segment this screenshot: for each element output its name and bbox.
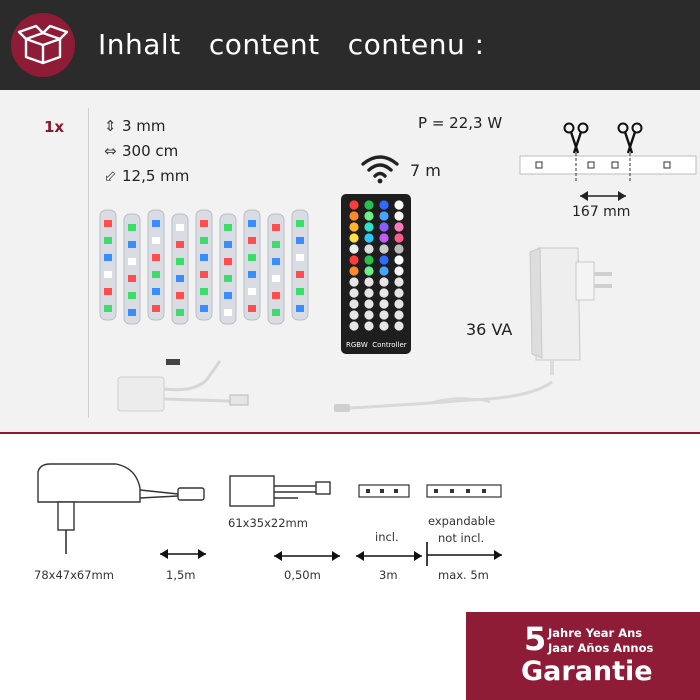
section-divider	[0, 432, 700, 434]
guarantee-years: 5	[524, 620, 547, 658]
spec-length-value: 300 cm	[122, 142, 179, 160]
spec-height	[104, 117, 166, 135]
strip-included-arrow	[354, 548, 424, 562]
quantity-label: 1x	[44, 118, 65, 136]
height-arrow-icon: ⇕	[104, 117, 117, 135]
strip-included-label: incl.	[375, 530, 399, 544]
expandable-label: expandable	[428, 514, 496, 528]
guarantee-line-2: Jaar Años Annos	[548, 641, 654, 655]
spec-width	[104, 167, 189, 185]
cable-psu-label: 1,5m	[166, 568, 196, 582]
cable-arrow-controller	[272, 548, 342, 562]
controller-size-label: 61x35x22mm	[228, 516, 308, 530]
psu-rating-label: 36 VA	[466, 320, 513, 339]
psu-outline-drawing	[36, 458, 216, 558]
controller-module-image	[110, 355, 260, 415]
page-title: Inhalt content contenu :	[98, 28, 485, 61]
controller-outline-drawing	[228, 472, 338, 512]
spec-width-value: 12,5 mm	[122, 167, 190, 185]
spec-height-value: 3 mm	[122, 117, 166, 135]
led-strip-coil-image	[94, 200, 324, 335]
spec-length	[104, 142, 178, 160]
not-included-label: not incl.	[438, 531, 485, 545]
panel-divider-line	[88, 108, 89, 418]
guarantee-line-1: Jahre Year Ans	[548, 626, 643, 640]
cut-distance-label: 167 mm	[572, 204, 631, 220]
cable-arrow-psu	[158, 546, 208, 560]
remote-range-label: 7 m	[410, 161, 441, 180]
expandable-arrow	[424, 540, 504, 568]
diagonal-arrow-icon: ⬃	[104, 167, 117, 185]
strip-included-length: 3m	[379, 568, 398, 582]
psu-size-label: 78x47x67mm	[34, 568, 114, 582]
wifi-signal-icon	[360, 152, 400, 184]
power-supply-image	[500, 240, 620, 380]
remote-label: RGBW Controller	[346, 341, 407, 349]
power-label: P = 22,3 W	[418, 114, 503, 132]
length-arrow-icon: ⇔	[104, 142, 117, 160]
strip-included-drawing	[358, 482, 410, 500]
package-box-icon	[10, 12, 76, 78]
scissors-icon	[563, 122, 589, 154]
max-length-label: max. 5m	[438, 568, 489, 582]
strip-expandable-drawing	[426, 482, 502, 500]
guarantee-word: Garantie	[521, 656, 653, 687]
scissors-icon	[617, 122, 643, 154]
remote-control-image	[340, 193, 412, 355]
cable-controller-label: 0,50m	[284, 568, 321, 582]
dc-cable-image	[330, 378, 570, 418]
